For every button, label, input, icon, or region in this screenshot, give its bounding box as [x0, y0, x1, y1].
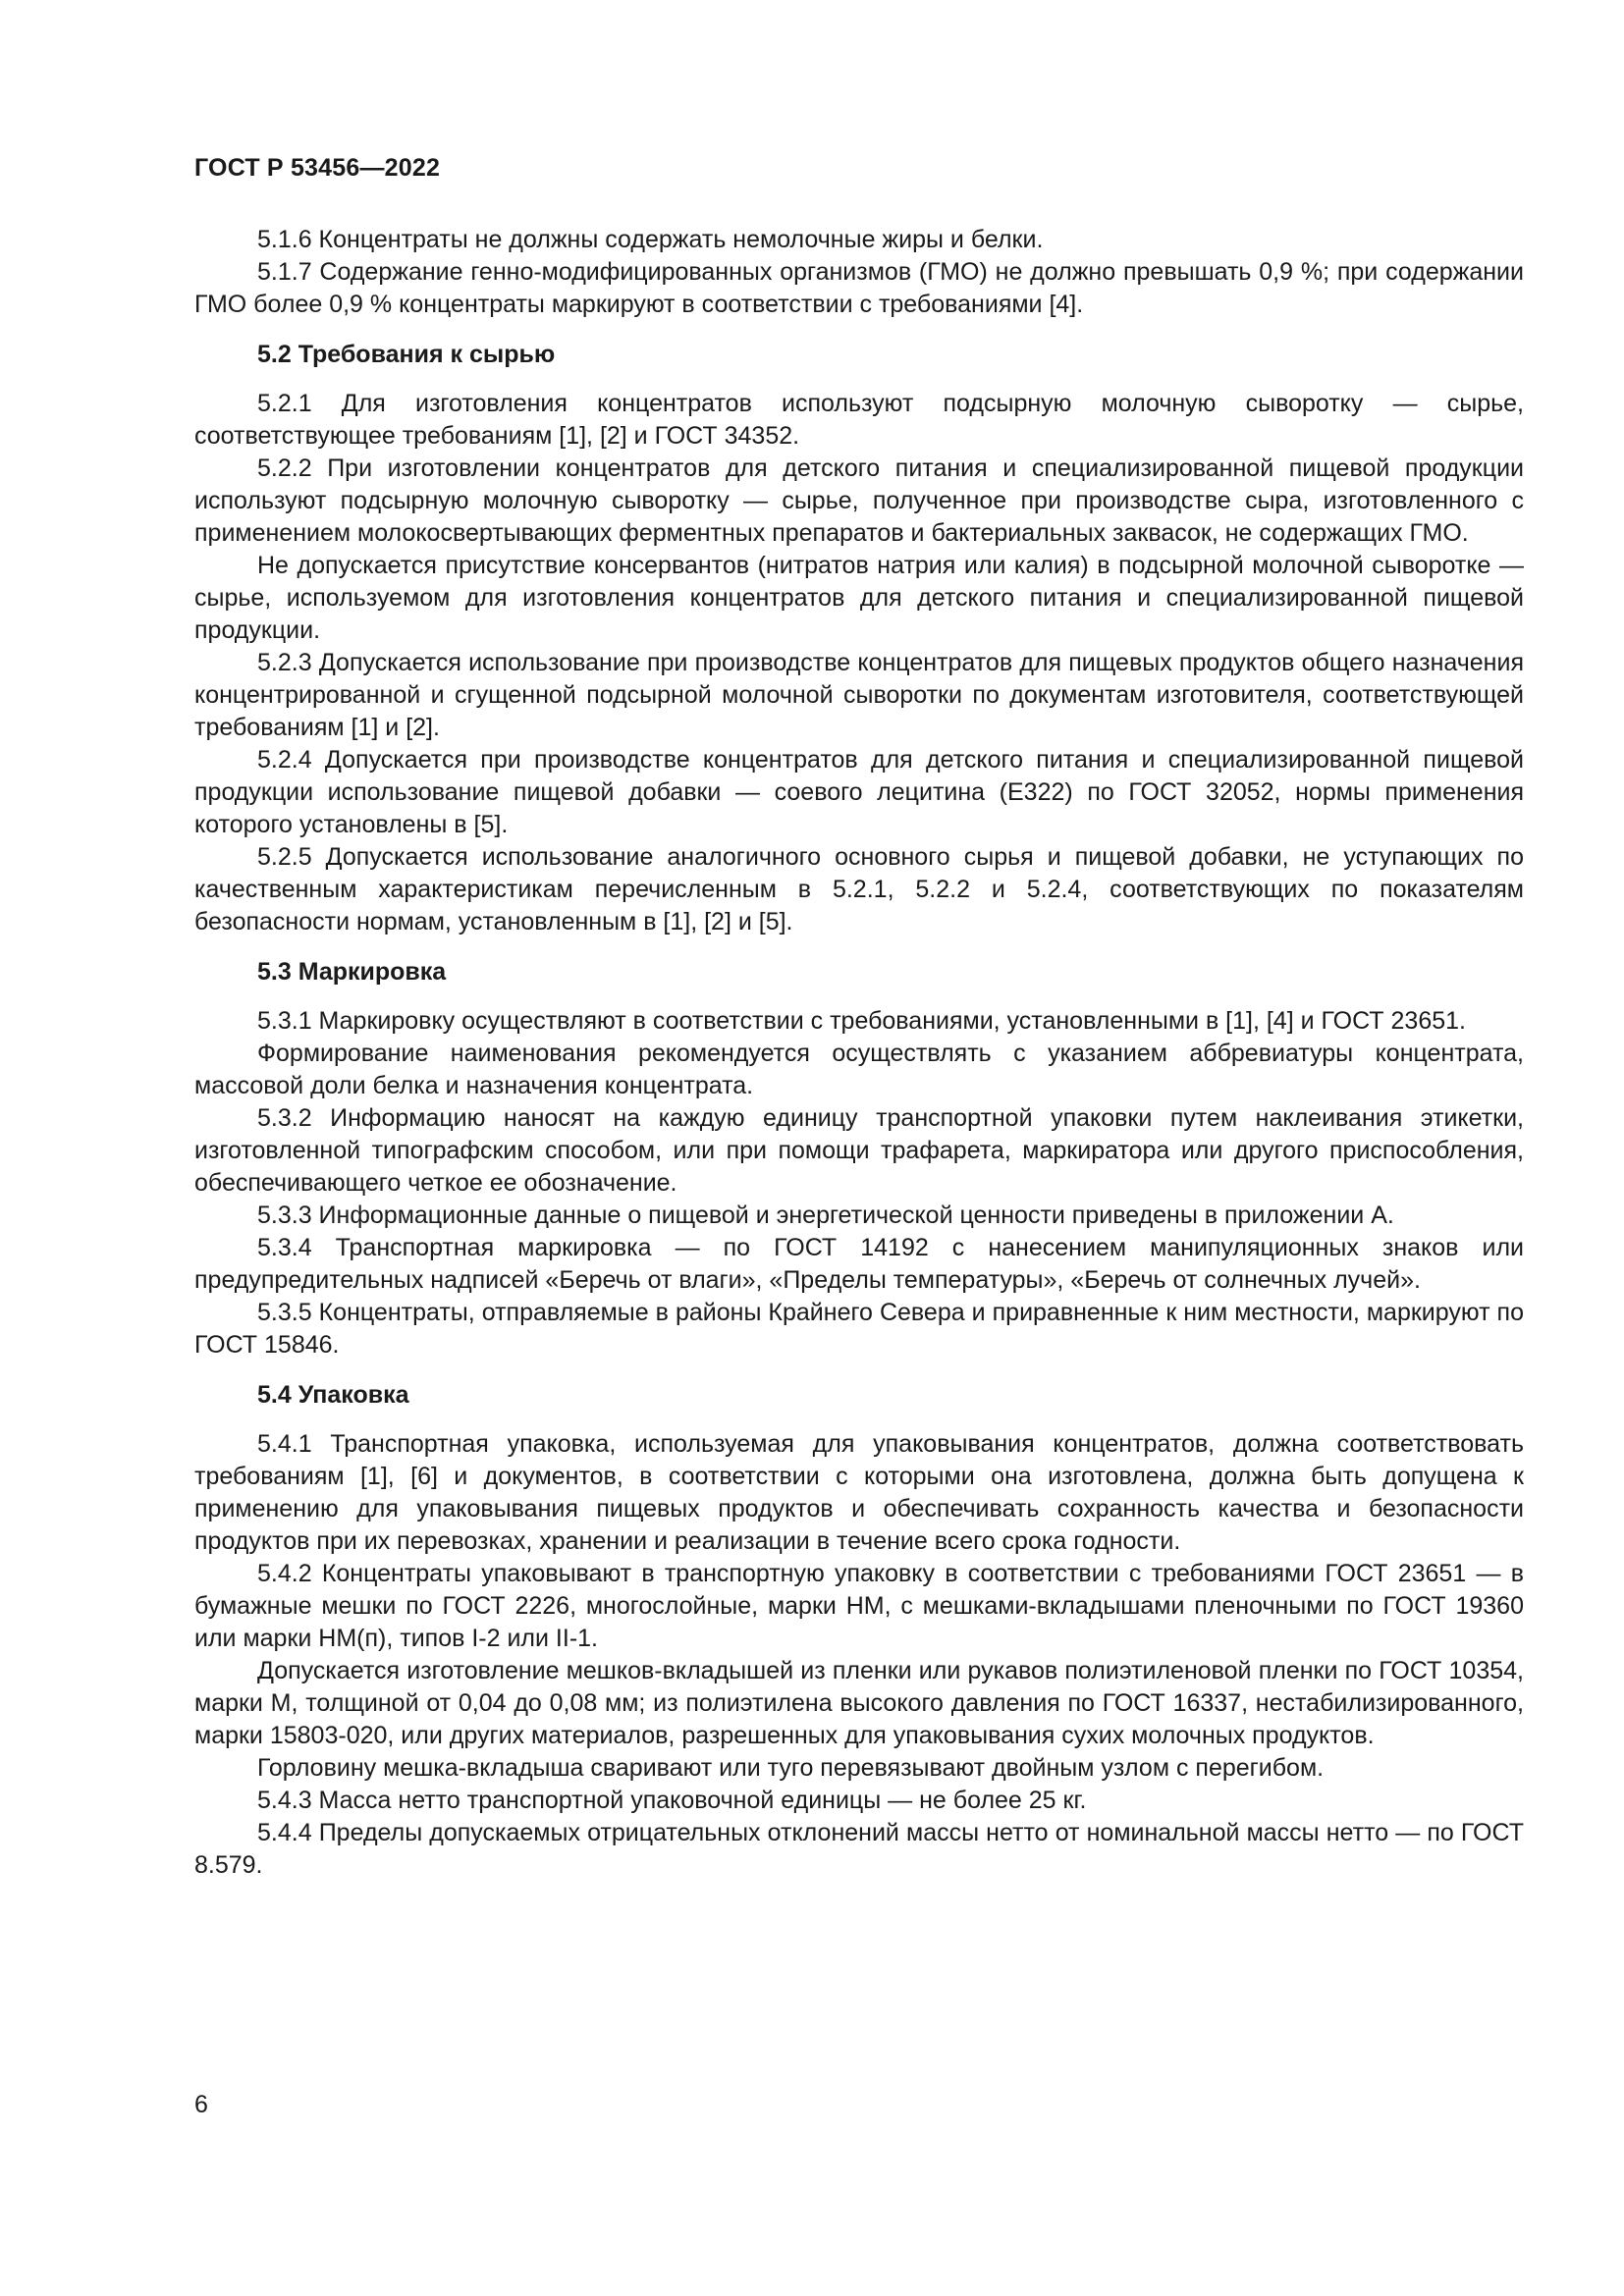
paragraph-5-4-1: 5.4.1 Транспортная упаковка, используемая для упаковывания концентратов, должна соответствовать требованиям [1], [6] и документов, в соответствии с которыми она изготовлена, должна быть допущена к применению для упаковывания пищевых продуктов и обеспечивать сохранность качества и безопасности продуктов при их перевозках, хранении и реализации в течение всего срока годности.	[194, 1430, 1524, 1555]
document-body	[194, 224, 1524, 1882]
paragraph-5-4-3: 5.4.3 Масса нетто транспортной упаковочной единицы — не более 25 кг.	[257, 1787, 1087, 1814]
page-number: 6	[194, 2091, 208, 2118]
paragraph-5-1-6: 5.1.6 Концентраты не должны содержать немолочные жиры и белки.	[257, 226, 1044, 253]
document-code: ГОСТ Р 53456—2022	[194, 154, 441, 182]
paragraph-5-4-2-note-2: Горловину мешка-вкладыша сваривают или туго перевязывают двойным узлом с перегибом.	[257, 1754, 1325, 1782]
paragraph-5-4-2-note: Допускается изготовление мешков-вкладышей из пленки или рукавов полиэтиленовой пленки по ГОСТ 10354, марки М, толщиной от 0,04 до 0,08 мм; из полиэтилена высокого давления по ГОСТ 16337, нестабилизированного, марки 15803-020, или других материалов, разрешенных для упаковывания сухих молочных продуктов.	[194, 1657, 1524, 1749]
paragraph-5-2-4: 5.2.4 Допускается при производстве концентратов для детского питания и специализированной пищевой продукции использование пищевой добавки — соевого лецитина (Е322) по ГОСТ 32052, нормы применения которого установлены в [5].	[194, 746, 1524, 838]
section-heading-5-3: 5.3 Маркировка	[257, 958, 447, 986]
paragraph-5-2-3: 5.2.3 Допускается использование при производстве концентратов для пищевых продуктов общего назначения концентрированной и сгущенной подсырной молочной сыворотки по документам изготовителя, соответствующей требованиям [1] и [2].	[194, 649, 1524, 741]
paragraph-5-2-1: 5.2.1 Для изготовления концентратов используют подсырную молочную сыворотку — сырье, соответствующее требованиям [1], [2] и ГОСТ 34352.	[194, 390, 1524, 450]
paragraph-5-3-2: 5.3.2 Информацию наносят на каждую единицу транспортной упаковки путем наклеивания этикетки, изготовленной типографским способом, или при помощи трафарета, маркиратора или другого приспособления, обеспечивающего четкое ее обозначение.	[194, 1104, 1524, 1197]
paragraph-5-3-4: 5.3.4 Транспортная маркировка — по ГОСТ 14192 с нанесением манипуляционных знаков или предупредительных надписей «Беречь от влаги», «Пределы температуры», «Беречь от солнечных лучей».	[194, 1234, 1524, 1294]
paragraph-5-3-5: 5.3.5 Концентраты, отправляемые в районы Крайнего Севера и приравненные к ним местности, маркируют по ГОСТ 15846.	[194, 1299, 1524, 1359]
paragraph-5-2-2-note: Не допускается присутствие консервантов (нитратов натрия или калия) в подсырной молочной сыворотке — сырье, используемом для изготовления концентратов для детского питания и специализированной пищевой продукции.	[194, 552, 1524, 644]
paragraph-5-2-2: 5.2.2 При изготовлении концентратов для детского питания и специализированной пищевой продукции используют подсырную молочную сыворотку — сырье, полученное при производстве сыра, изготовленного с применением молокосвертывающих ферментных препаратов и бактериальных заквасок, не содержащих ГМО.	[194, 454, 1524, 547]
paragraph-5-3-1-note: Формирование наименования рекомендуется осуществлять с указанием аббревиатуры концентрата, массовой доли белка и назначения концентрата.	[194, 1040, 1524, 1099]
paragraph-5-4-4: 5.4.4 Пределы допускаемых отрицательных отклонений массы нетто от номинальной массы нетто — по ГОСТ 8.579.	[194, 1819, 1524, 1879]
section-heading-5-2: 5.2 Требования к сырью	[257, 341, 556, 368]
paragraph-5-3-1: 5.3.1 Маркировку осуществляют в соответствии с требованиями, установленными в [1], [4] и ГОСТ 23651.	[257, 1007, 1466, 1035]
paragraph-5-1-7: 5.1.7 Содержание генно-модифицированных организмов (ГМО) не должно превышать 0,9 %; при содержании ГМО более 0,9 % концентраты маркируют в соответствии с требованиями [4].	[194, 258, 1524, 318]
section-heading-5-4: 5.4 Упаковка	[257, 1381, 409, 1409]
paragraph-5-4-2: 5.4.2 Концентраты упаковывают в транспортную упаковку в соответствии с требованиями ГОСТ 23651 — в бумажные мешки по ГОСТ 2226, многослойные, марки НМ, с мешками-вкладышами пленочными по ГОСТ 19360 или марки НМ(п), типов I-2 или II-1.	[194, 1560, 1524, 1652]
paragraph-5-2-5: 5.2.5 Допускается использование аналогичного основного сырья и пищевой добавки, не уступающих по качественным характеристикам перечисленным в 5.2.1, 5.2.2 и 5.2.4, соответствующих по показателям безопасности нормам, установленным в [1], [2] и [5].	[194, 843, 1524, 935]
paragraph-5-3-3: 5.3.3 Информационные данные о пищевой и энергетической ценности приведены в приложении А.	[257, 1201, 1394, 1229]
